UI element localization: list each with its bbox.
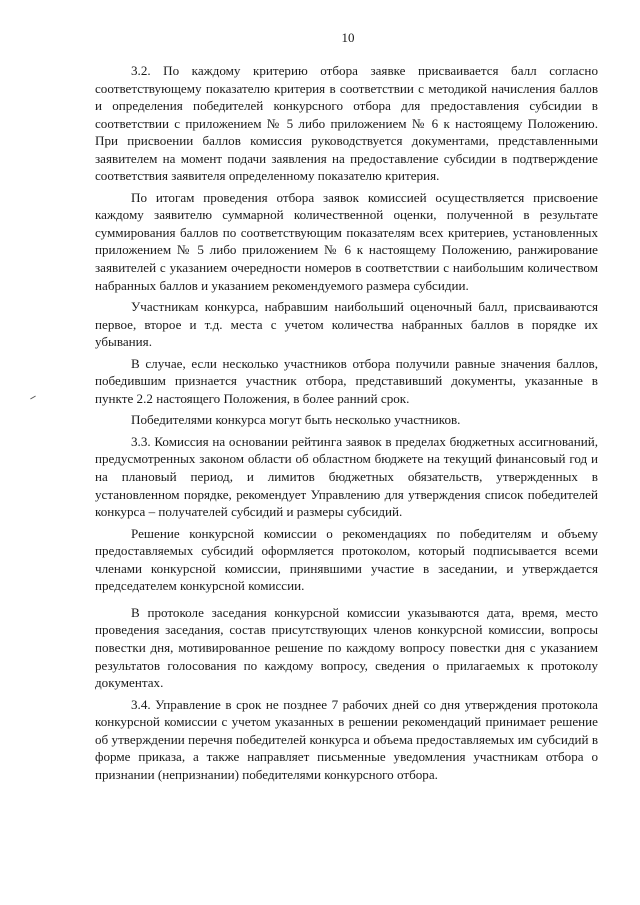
paragraph-ranking: По итогам проведения отбора заявок комиссией осуществляется присвоение каждому заявителю суммарной количественной оценки, полученной в результате суммирования баллов по соответствующим показателям всех критериев, установленных приложением № 5 либо приложением № 6 к настоящему Положению, ранжирование заявителей с указанием очередности номеров в соответствии с наибольшим количеством набранных баллов и указанием рекомендуемого размера субсидии. [95,189,598,293]
page-number: 10 [341,30,355,45]
document-body [95,62,598,783]
paragraph-3-3: 3.3. Комиссия на основании рейтинга заявок в пределах бюджетных ассигнований, предусмотренных законом области об областном бюджете на текущий финансовый год и на плановый период, и лимитов бюджетных обязательств, утвержденных в установленном порядке, рекомендует Управлению для утверждения список победителей конкурса – получателей субсидий и размеры субсидий. [95,433,598,520]
paragraph-3-4: 3.4. Управление в срок не позднее 7 рабочих дней со дня утверждения протокола конкурсной комиссии с учетом указанных в решении рекомендаций принимает решение об утверждении перечня победителей конкурса и объема предоставляемых им субсидий в форме приказа, а также направляет письменные уведомления участникам отбора о признании (непризнании) победителями конкурсного отбора. [95,696,598,782]
paragraph-equal-scores: В случае, если несколько участников отбора получили равные значения баллов, победившим признается участник отбора, представивший документы, указанные в пункте 2.2 настоящего Положения, в более ранний срок. [95,355,598,406]
paragraph-multiple-winners: Победителями конкурса могут быть несколько участников. [131,412,461,428]
margin-mark [30,396,36,400]
paragraph-protocol: Решение конкурсной комиссии о рекомендациях по победителям и объему предоставляемых субсидий оформляется протоколом, который подписывается всеми членами конкурсной комиссии, принявшими участие в заседании, и утверждается председателем конкурсной комиссии. [95,525,598,594]
paragraph-3-2: 3.2. По каждому критерию отбора заявке присваивается балл согласно соответствующему показателю критерия в соответствии с методикой начисления баллов и определения победителей конкурсного отбора для предоставления субсидии в соответствии с приложением № 5 либо приложением № 6 к настоящему Положению. При присвоении баллов комиссия руководствуется документами, представленными заявителем на момент подачи заявления на предоставление субсидии в подтверждение соответствия заявителя определенному показателю критерия. [95,63,598,184]
paragraph-protocol-contents: В протоколе заседания конкурсной комиссии указываются дата, время, место проведения заседания, состав присутствующих членов конкурсной комиссии, вопросы повестки дня, мотивированное решение по каждому вопросу повестки дня с указанием результатов голосования по каждому вопросу, сведения о прилагаемых к протоколу документах. [95,604,598,691]
paragraph-places: Участникам конкурса, набравшим наибольший оценочный балл, присваиваются первое, второе и т.д. места с учетом количества набранных баллов в порядке их убывания. [95,299,598,350]
